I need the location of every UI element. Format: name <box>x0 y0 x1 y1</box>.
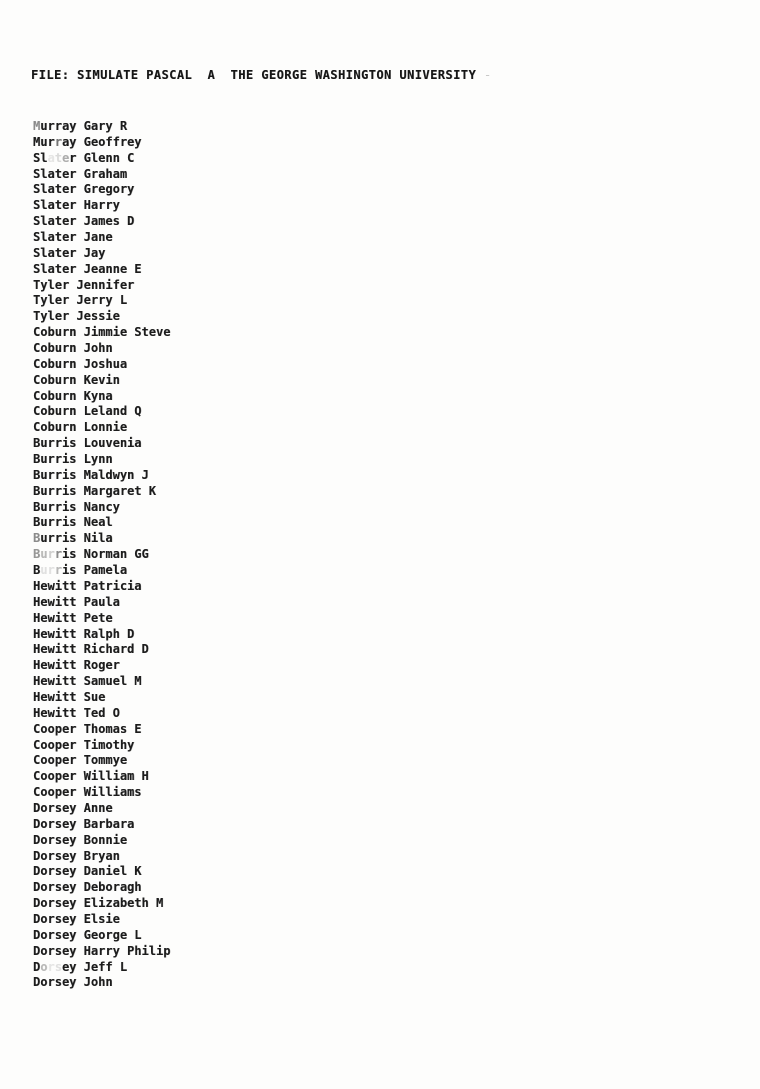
name-text: Slater Jeanne E <box>33 261 142 276</box>
list-item <box>33 468 170 484</box>
list-item <box>33 420 170 436</box>
name-text: Tyler Jennifer <box>33 277 135 292</box>
list-item <box>33 357 170 373</box>
name-text: Coburn Kyna <box>33 388 113 403</box>
name-text: Coburn Leland Q <box>33 404 142 419</box>
name-text: Coburn John <box>33 341 113 356</box>
name-text: Slater Graham <box>33 166 128 181</box>
list-item <box>33 722 170 738</box>
list-item <box>33 817 170 833</box>
name-text: Hewitt Richard D <box>33 642 149 657</box>
list-item <box>33 928 170 944</box>
name-text: Dorsey Anne <box>33 800 113 815</box>
list-item <box>33 135 170 151</box>
list-item <box>33 167 170 183</box>
list-item <box>33 452 170 468</box>
name-text: Hewitt Ted O <box>33 705 120 720</box>
name-text: Dorsey Bonnie <box>33 832 128 847</box>
list-item <box>33 262 170 278</box>
list-item <box>33 896 170 912</box>
list-item <box>33 944 170 960</box>
list-item <box>33 738 170 754</box>
list-item <box>33 119 170 135</box>
name-text: Burris Maldwyn J <box>33 467 149 482</box>
list-item <box>33 849 170 865</box>
list-item <box>33 278 170 294</box>
list-item <box>33 960 170 976</box>
name-text: Hewitt Sue <box>33 689 106 704</box>
name-text: Burris Pamela <box>33 563 128 578</box>
name-text: Burris Neal <box>33 515 113 530</box>
list-item <box>33 627 170 643</box>
list-item <box>33 880 170 896</box>
name-text: Burris Nila <box>33 531 113 546</box>
list-item <box>33 373 170 389</box>
name-text: Slater Glenn C <box>33 150 135 165</box>
name-text: Slater Harry <box>33 198 120 213</box>
name-text: Hewitt Roger <box>33 658 120 673</box>
name-text: Cooper Tommye <box>33 753 128 768</box>
name-text: Tyler Jessie <box>33 309 120 324</box>
name-text: Murray Geoffrey <box>33 134 142 149</box>
name-text: Burris Louvenia <box>33 436 142 451</box>
list-item <box>33 182 170 198</box>
list-item <box>33 341 170 357</box>
name-list <box>33 119 170 991</box>
name-text: Coburn Joshua <box>33 356 128 371</box>
name-text: Burris Margaret K <box>33 483 156 498</box>
name-text: Dorsey George L <box>33 927 142 942</box>
name-text: Dorsey John <box>33 975 113 990</box>
list-item <box>33 975 170 991</box>
list-item <box>33 547 170 563</box>
list-item <box>33 309 170 325</box>
name-text: Dorsey Elsie <box>33 911 120 926</box>
name-text: Slater James D <box>33 214 135 229</box>
list-item <box>33 198 170 214</box>
list-item <box>33 785 170 801</box>
name-text: Burris Lynn <box>33 452 113 467</box>
list-item <box>33 531 170 547</box>
name-text: Cooper Williams <box>33 785 142 800</box>
name-text: Dorsey Harry Philip <box>33 943 171 958</box>
list-item <box>33 484 170 500</box>
name-text: Cooper Timothy <box>33 737 135 752</box>
list-item <box>33 801 170 817</box>
list-item <box>33 500 170 516</box>
name-text: Hewitt Samuel M <box>33 674 142 689</box>
name-text: Burris Nancy <box>33 499 120 514</box>
list-item <box>33 325 170 341</box>
name-text: Coburn Kevin <box>33 372 120 387</box>
list-item <box>33 611 170 627</box>
list-item <box>33 151 170 167</box>
name-text: Hewitt Pete <box>33 610 113 625</box>
list-item <box>33 246 170 262</box>
name-text: Hewitt Ralph D <box>33 626 135 641</box>
list-item <box>33 690 170 706</box>
name-text: Tyler Jerry L <box>33 293 128 308</box>
name-text: Burris Norman GG <box>33 547 149 562</box>
list-item <box>33 579 170 595</box>
list-item <box>33 404 170 420</box>
name-text: Coburn Lonnie <box>33 420 128 435</box>
name-text: Dorsey Jeff L <box>33 959 128 974</box>
name-text: Slater Jay <box>33 245 106 260</box>
name-text: Hewitt Paula <box>33 594 120 609</box>
name-text: Slater Jane <box>33 230 113 245</box>
list-item <box>33 214 170 230</box>
list-item <box>33 864 170 880</box>
name-text: Hewitt Patricia <box>33 578 142 593</box>
list-item <box>33 595 170 611</box>
list-item <box>33 293 170 309</box>
list-item <box>33 389 170 405</box>
list-item <box>33 769 170 785</box>
file-header-text: FILE: SIMULATE PASCAL A THE GEORGE WASHINGTON UNIVERSITY <box>31 68 477 82</box>
file-header-line <box>31 68 492 82</box>
name-text: Dorsey Barbara <box>33 816 135 831</box>
list-item <box>33 912 170 928</box>
list-item <box>33 658 170 674</box>
list-item <box>33 706 170 722</box>
list-item <box>33 642 170 658</box>
list-item <box>33 563 170 579</box>
list-item <box>33 674 170 690</box>
faint-print-artifact: - <box>476 68 492 82</box>
name-text: Dorsey Daniel K <box>33 864 142 879</box>
name-text: Slater Gregory <box>33 182 135 197</box>
name-text: Cooper Thomas E <box>33 721 142 736</box>
name-text: Dorsey Deboragh <box>33 880 142 895</box>
name-text: Dorsey Elizabeth M <box>33 896 164 911</box>
list-item <box>33 833 170 849</box>
list-item <box>33 230 170 246</box>
name-text: Cooper William H <box>33 769 149 784</box>
list-item <box>33 753 170 769</box>
list-item <box>33 515 170 531</box>
list-item <box>33 436 170 452</box>
name-text: Coburn Jimmie Steve <box>33 325 171 340</box>
name-text: Dorsey Bryan <box>33 848 120 863</box>
name-text: Murray Gary R <box>33 119 128 133</box>
